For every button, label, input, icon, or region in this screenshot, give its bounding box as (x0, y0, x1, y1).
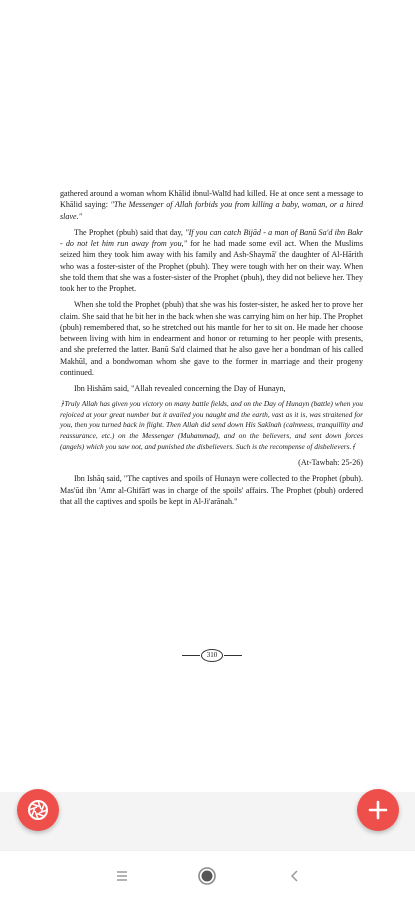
camera-shutter-icon (17, 789, 59, 831)
paragraph-2-text-a: The Prophet (pbuh) said that day, (74, 227, 186, 237)
page-text (60, 188, 363, 512)
page-number-ornament (182, 648, 242, 664)
paragraph-5: Ibn Ishāq said, "The captives and spoils of Hunayn were collected to the Prophet (pbuh). Mas'ūd ibn 'Amr al-Ghifārī was in charge of the spoils' affairs. The Prophet (pbuh) ordered that all the captives and spoils be kept in Al-Ji'arānah." (60, 474, 363, 506)
paragraph-1 (60, 188, 363, 222)
home-button[interactable] (196, 865, 218, 887)
quote-citation: (At-Tawbah: 25-26) (298, 458, 363, 468)
paragraph-2-quote: "If you can catch Bijād - a man of Banū Sa'd ibn Bakr - do not let him run away from you," (60, 227, 363, 248)
paragraph-4: Ibn Hishām said, "Allah revealed concerning the Day of Hunayn, (74, 384, 286, 393)
camera-button[interactable] (17, 789, 59, 831)
back-icon (284, 865, 306, 887)
ornament-line-left (182, 655, 200, 656)
page-number: 310 (201, 649, 223, 662)
bottom-toolbar-area (0, 792, 415, 850)
quran-quote: ﴿Truly Allah has given you victory on many battle fields, and on the Day of Hunayn (battle) when you rejoiced at your great number but it availed you naught and the earth, vast as it is, was straitened for you, then you turned back in flight. Then Allah did send down His Sakīnah (calmness, tranquillity and reassurance, etc.) on the Messenger (Muhammad), and on the believers, and sent down forces (angels) which you saw not, and punished the disbelievers. Such is the recompense of disbelievers.﴾ (60, 399, 363, 451)
home-icon (196, 865, 218, 887)
menu-icon (111, 865, 133, 887)
paragraph-1-quote: "The Messenger of Allah forbids you from killing a baby, woman, or a hired slave." (60, 200, 363, 221)
system-nav-bar (0, 850, 415, 901)
add-button[interactable] (357, 789, 399, 831)
back-button[interactable] (284, 865, 306, 887)
menu-button[interactable] (111, 865, 133, 887)
paragraph-2 (60, 227, 363, 295)
paragraph-2-text-b: for he had made some evil act. When the Muslims seized him they took him away with his family and Ash-Shaymā' the daughter of Al-Hārith who was a foster-sister of the Prophet (pbuh). They were tough with her on their way. When she told them that she was a foster-sister of the Prophet (pbuh), they did not believe her. They took her to the Prophet. (60, 239, 363, 293)
paragraph-3: When she told the Prophet (pbuh) that she was his foster-sister, he asked her to prove her claim. She said that he bit her in the back when she was carrying him on her hip. The Prophet (pbuh) remembered that, so he stretched out his mantle for her to sit on. He made her choose between living with him in endearment and honor or returning to her people with presents, and she preferred the latter. Banū Sa'd claimed that he also gave her a bondman of his called Makhūl, and a bondwoman whom she gave to the former in marriage and their progeny continued. (60, 300, 363, 377)
ornament-line-right (224, 655, 242, 656)
paragraph-1-text: gathered around a woman whom Khālid ibnul-Walīd had killed. He at once sent a message to Khālid saying: (60, 189, 363, 210)
plus-icon (357, 789, 399, 831)
